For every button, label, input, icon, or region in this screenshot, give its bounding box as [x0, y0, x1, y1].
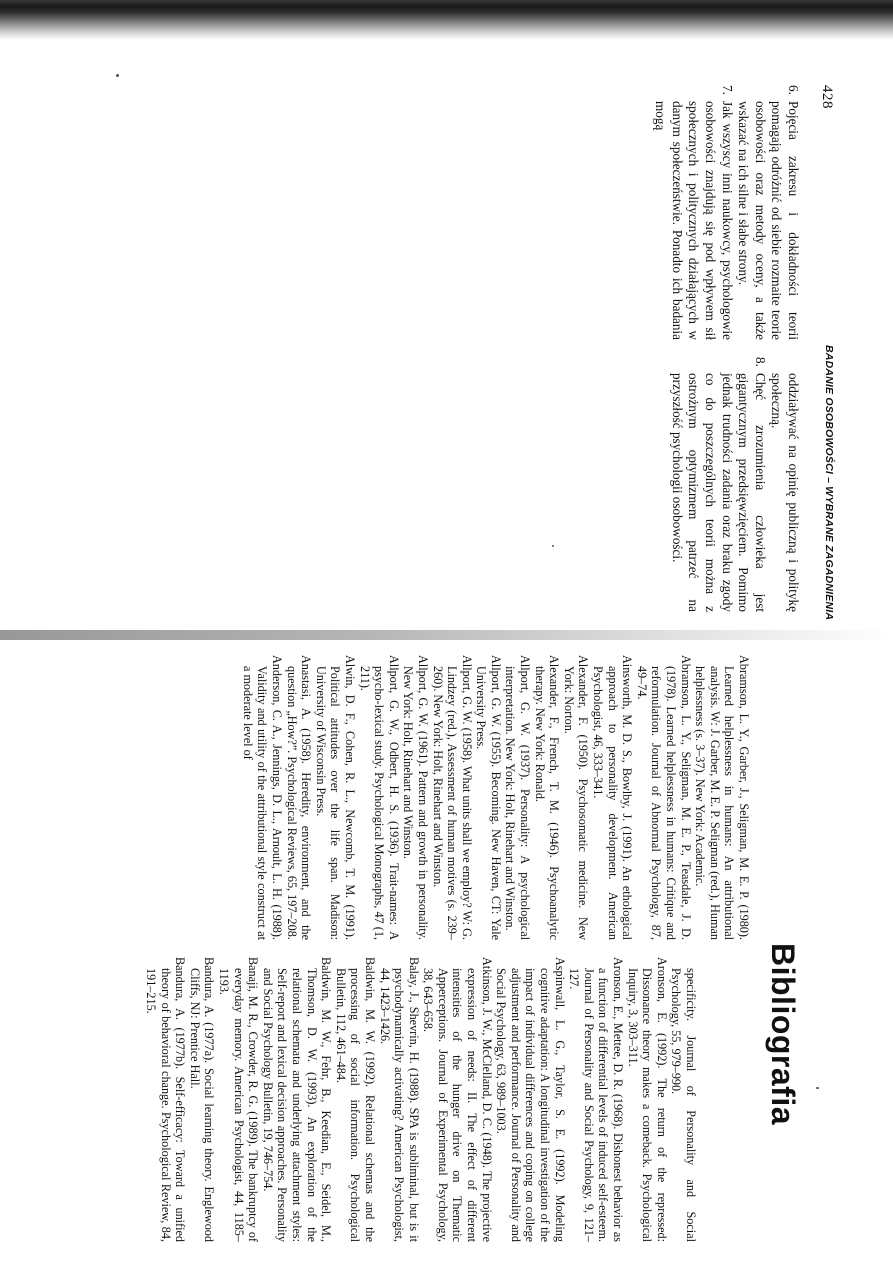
bibliography-column-1 [240, 655, 751, 940]
reference-entry: Alexander, F. (1950). Psychosomatic medicine. New York: Norton. [561, 655, 591, 940]
reference-entry: Anderson, C. A., Jennings, D. L., Arnoult, L. H. (1988). Validity and utility of the attributional style construct at a moderate level of [240, 655, 284, 940]
list-item-text: Chęć zrozumienia człowieka jest gigantycznym przedsięwzięciem. Pomimo jednak trudności zadania oraz braku zgody co do poszczególnych teorii można z ostrożnym optymizmem patrzeć na przyszłość psychologii osobowości. [669, 373, 768, 612]
reference-entry: Allport, G. W. (1961). Pattern and growth in personality. New York: Holt, Rinehart and Winston. [401, 655, 430, 940]
left-page [93, 85, 843, 625]
list-item-number: 7. [719, 85, 735, 95]
scan-speck [116, 74, 119, 77]
scan-speck [552, 545, 554, 547]
reference-entry: Aspinwall, L. G., Taylor, S. E. (1992). Modeling cognitive adaptation: A longitudinal investigation of the impact of individual differences and coping on college adjustment and performance. Journal of Personality and Social Psychology, 63, 989–1003. [494, 957, 567, 1242]
reference-entry: Aronson, E., Mettee, D. R. (1968). Dishonest behavior as a function of differential levels of induced self-esteem. Journal of Personality and Social Psychology, 9, 121–127. [567, 957, 626, 1242]
book-spread [93, 45, 843, 1258]
reference-entry: Abramson, L. Y., Seligman, M. E. P., Teasdale, J. D. (1978). Learned helplessness in humans: Critique and reformulation. Journal of Abnormal Psychology, 87, 49–74. [634, 655, 693, 940]
reference-entry: Balay, J., Shevrin, H. (1988). SPA is subliminal, but is it psychodynamically activating? American Psychologist, 44, 1423–1426. [377, 957, 421, 1242]
list-item [652, 85, 735, 340]
reference-entry: Aronson, E. (1992). The return of the repressed: Dissonance theory makes a comeback. Psychological Inquiry, 3, 303–311. [625, 957, 669, 1242]
bibliography-column-2 [143, 957, 698, 1242]
list-item-text: Jak wszyscy inni naukowcy, psychologowie osobowości znajdują się pod wpływem sił społecznych i politycznych działających w danym społeczeństwie. Ponadto ich badania mogą [653, 101, 735, 340]
reference-entry: Allport, G. W. (1955). Becoming. New Haven, CT: Yale University Press. [474, 655, 503, 940]
reference-entry: Alexander, F., French, T. M. (1946). Psychoanalytic therapy. New York: Ronald. [532, 655, 562, 940]
reference-entry: Bandura, A. (1977b). Self-efficacy: Toward a unified theory of behavioral change. Psychological Review, 84, 191–215. [144, 957, 188, 1242]
reference-entry: Banaji, M. R., Crowder, R. G. (1989). The bankruptcy of everyday memory. American Psychologist, 44, 1185–1193. [217, 957, 261, 1242]
reference-entry: Allport, G. W. (1937). Personality: A psychological interpretation. New York: Holt, Rinehart and Winston. [503, 655, 533, 940]
reference-entry: Allport, G. W., Odbert, H. S. (1936). Trait-names: A psycho-lexical study. Psychological Monographs, 47 (1, 211). [357, 655, 401, 940]
reference-entry: Ainsworth, M. D. S., Bowlby, J. (1991). An ethological approach to personality development. American Psychologist, 46, 333–341. [591, 655, 635, 940]
reference-entry: Baldwin, M. W. (1992). Relational schemas and the processing of social information. Psychological Bulletin, 112, 461–484. [333, 957, 377, 1242]
reference-entry: Anastasi, A. (1958). Heredity, environment, and the question „How?”. Psychological Reviews, 65, 197–208. [284, 655, 314, 940]
reference-entry: Alwin, D. F., Cohen, R. L., Newcomb, T. M. (1991). Political attitudes over the life span. Madison: University of Wisconsin Press. [313, 655, 357, 940]
page-number: 428 [819, 85, 835, 109]
section-title: Bibliografia [765, 943, 801, 1126]
reference-entry: Baldwin, M. W., Fehr, B., Keedian, E., Seidel, M., Thomson, D. W. (1993). An exploration of the relational schemata and underlying attachment styles: Self-report and lexical decision approaches. Personality and Social Psychology Bulletin, 19, 746–754. [260, 957, 334, 1242]
scan-speck [816, 1087, 819, 1089]
list-item-continuation [768, 357, 801, 612]
list-item-text: oddziaływać na opinię publiczną i politykę społeczną. [769, 373, 801, 612]
list-item-number: 6. [786, 85, 801, 95]
list-item [668, 357, 768, 612]
scan-edge-top [0, 0, 893, 40]
reference-entry: Atkinson, J. W., McClelland, D. C. (1948). The projective expression of needs: II. The effect of different intensities of the hunger drive on Thematic Apperceptions. Journal of Experimental Psychology, 38, 643–658. [421, 957, 494, 1242]
list-item-number: 8. [752, 357, 768, 367]
list-item [735, 85, 801, 340]
reference-continuation: specificity. Journal of Personality and Social Psychology, 55, 979–990. [669, 968, 698, 1242]
reference-entry: Allport, G. W. (1958). What units shall we employ? W: G. Lindzey (red.), Assessment of human motives (s. 239–260). New York: Holt, Rinehart and Winston. [430, 655, 474, 940]
text-column-1 [652, 85, 801, 340]
reference-entry: Bandura, A. (1977a). Social learning theory. Englewood Cliffs, NJ: Prentice Hall. [187, 957, 217, 1242]
right-page [93, 655, 843, 1245]
list-item-text: Pojęcia zakresu i dokładności teorii pomagają odróżnić od siebie rozmaite teorie osobowości oraz metody oceny, a także wskazać na ich silne i słabe strony. [736, 101, 801, 340]
reference-entry: Abramson, L. Y., Garber, J., Seligman, M. E. P. (1980). Learned helplessness in humans: An attributional analysis. W: J. Garber, M. E. P. Seligman (red.), Human helplessness (s. 3–37). New York: Academic. [693, 655, 751, 940]
text-column-2 [668, 357, 801, 612]
running-head: BADANIE OSOBOWOŚCI – WYBRANE ZAGADNIENIA [823, 345, 835, 621]
